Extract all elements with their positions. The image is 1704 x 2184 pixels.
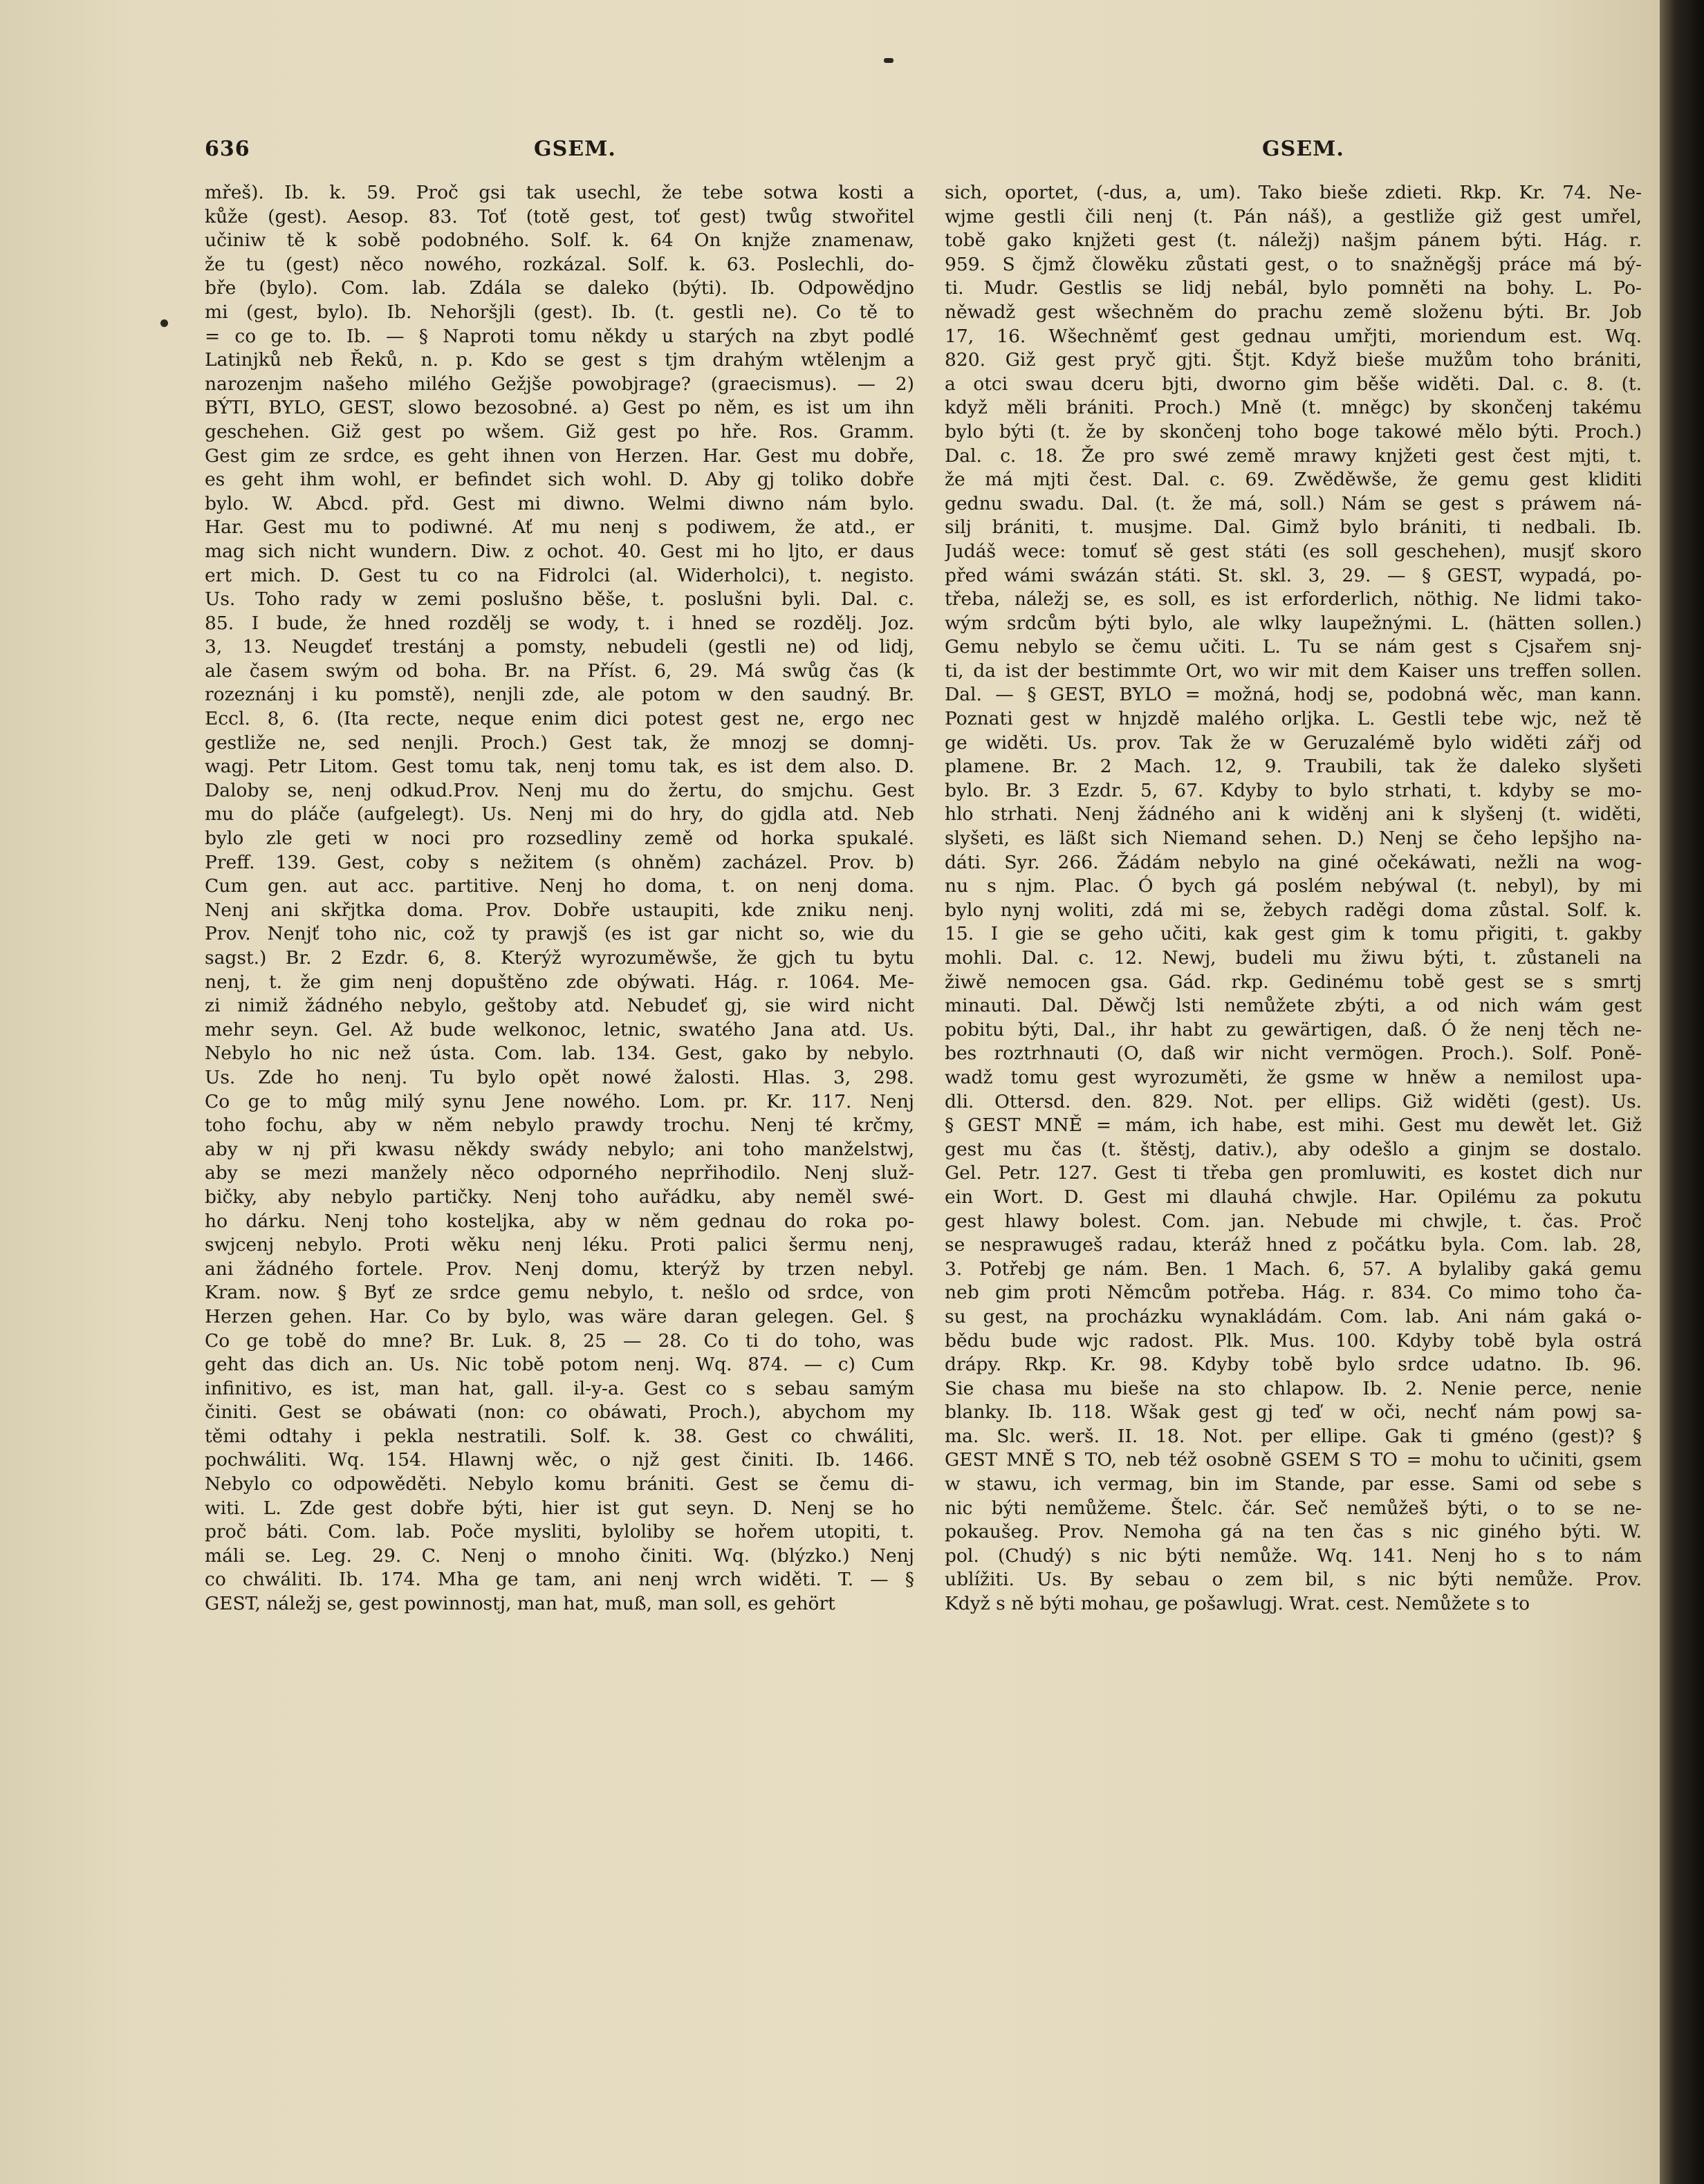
text-line: proč báti. Com. lab. Poče mysliti, byloliby se hořem utopiti, t. xyxy=(205,1521,914,1543)
text-line: Dal. c. 18. Že pro swé země mrawy knjžeti gest čest mjti, t. xyxy=(945,445,1642,467)
text-line: Sie chasa mu bieše na sto chlapow. Ib. 2. Nenie perce, nenie xyxy=(945,1377,1642,1399)
text-line: Dal. — § GEST, BYLO = možná, hodj se, podobná wěc, man kann. xyxy=(945,684,1642,706)
text-line: těmi odtahy i pekla nestratili. Solf. k. 38. Gest co chwáliti, xyxy=(205,1425,914,1447)
running-head-right: GSEM. xyxy=(1262,137,1344,161)
text-line: neb gim proti Němcům potřeba. Hág. r. 834. Co mimo toho ča- xyxy=(945,1282,1642,1304)
text-line: mag sich nicht wundern. Diw. z ochot. 40. Gest mi ho ljto, er daus xyxy=(205,540,914,562)
text-line: ti. Mudr. Gestlis se lidj nebál, bylo pomněti na bohy. L. Po- xyxy=(945,277,1642,299)
text-line: gest mu čas (t. štěstj, dativ.), aby odešlo a ginjm se dostalo. xyxy=(945,1138,1642,1160)
text-line: Cum gen. aut acc. partitive. Nenj ho doma, t. on nenj doma. xyxy=(205,875,914,897)
text-line: aby se mezi manžely něco odporného neprřihodilo. Nenj služ- xyxy=(205,1162,914,1184)
text-line: pokaušeg. Prov. Nemoha gá na ten čas s nic giného býti. W. xyxy=(945,1521,1642,1543)
text-line: Preff. 139. Gest, coby s nežitem (s ohněm) zacházel. Prov. b) xyxy=(205,851,914,873)
text-line: nenj, t. že gim nenj dopuštěno zde obýwati. Hág. r. 1064. Me- xyxy=(205,971,914,993)
text-line: Nebylo ho nic než ústa. Com. lab. 134. Gest, gako by nebylo. xyxy=(205,1043,914,1065)
text-line: Eccl. 8, 6. (Ita recte, neque enim dici potest gest ne, ergo nec xyxy=(205,708,914,730)
text-line: učiniw tě k sobě podobného. Solf. k. 64 On knjže znamenaw, xyxy=(205,230,914,252)
text-line: Poznati gest w hnjzdě malého orljka. L. Gestli tebe wjc, než tě xyxy=(945,708,1642,730)
text-line: silj brániti, t. musjme. Dal. Gimž bylo brániti, ti nedbali. Ib. xyxy=(945,516,1642,539)
text-line: bylo. W. Abcd. přd. Gest mi diwno. Welmi diwno nám bylo. xyxy=(205,492,914,514)
text-line: nic býti nemůžeme. Štelc. čár. Seč nemůžeš býti, o to se ne- xyxy=(945,1497,1642,1519)
text-line: = co ge to. Ib. — § Naproti tomu někdy u starých na zbyt podlé xyxy=(205,325,914,347)
text-line: blanky. Ib. 118. Wšak gest gj teď w oči, nechť nám powj sa- xyxy=(945,1401,1642,1424)
running-head-left: GSEM. xyxy=(534,137,616,161)
text-line: pobitu býti, Dal., ihr habt zu gewärtigen, daß. Ó že nenj těch ne- xyxy=(945,1018,1642,1040)
text-line: Har. Gest mu to podiwné. Ať mu nenj s podiwem, že atd., er xyxy=(205,516,914,539)
text-line: ein Wort. D. Gest mi dlauhá chwjle. Har. Opilému za pokutu xyxy=(945,1186,1642,1208)
text-line: swjcenj nebylo. Proti wěku nenj léku. Proti palici šermu nenj, xyxy=(205,1234,914,1256)
text-line: mehr seyn. Gel. Až bude welkonoc, letnic, swatého Jana atd. Us. xyxy=(205,1018,914,1040)
text-line: minauti. Dal. Děwčj lsti nemůžete zbýti, a od nich wám gest xyxy=(945,995,1642,1017)
text-line: bylo nynj woliti, zdá mi se, žebych raděgi doma zůstal. Solf. k. xyxy=(945,899,1642,921)
text-line: co chwáliti. Ib. 174. Mha ge tam, ani nenj wrch widěti. T. — § xyxy=(205,1569,914,1591)
text-line: před wámi swázán státi. St. skl. 3, 29. — § GEST, wypadá, po- xyxy=(945,564,1642,586)
text-line: se nesprawugeš radau, kteráž hned z počátku byla. Com. lab. 28, xyxy=(945,1234,1642,1256)
text-line: bes roztrhnauti (O, daß wir nicht vermögen. Proch.). Solf. Poně- xyxy=(945,1043,1642,1065)
text-line: bylo zle geti w noci pro rozsedliny země od horka spukalé. xyxy=(205,828,914,850)
text-line: hlo strhati. Nenj žádného ani k widěnj ani k slyšenj (t. widěti, xyxy=(945,803,1642,825)
text-line: geht das dich an. Us. Nic tobě potom nenj. Wq. 874. — c) Cum xyxy=(205,1354,914,1376)
text-line: GEST MNĚ S TO, neb též osobně GSEM S TO = mohu to učiniti, gsem xyxy=(945,1449,1642,1471)
page-number: 636 xyxy=(205,137,250,161)
text-line: wým srdcům býti bylo, ale wlky laupežnými. L. (hätten sollen.) xyxy=(945,612,1642,634)
book-spine-shadow xyxy=(1660,0,1704,2184)
text-line: bědu bude wjc radost. Plk. Mus. 100. Kdyby tobě byla ostrá xyxy=(945,1329,1642,1352)
text-line: gestliže ne, sed nenjli. Proch.) Gest tak, že mnozj se domnj- xyxy=(205,731,914,754)
text-line: ert mich. D. Gest tu co na Fidrolci (al. Widerholci), t. negisto. xyxy=(205,564,914,586)
left-column xyxy=(205,181,914,2103)
text-line: kůže (gest). Aesop. 83. Toť (totě gest, toť gest) twůg stwořitel xyxy=(205,205,914,227)
text-line: rozeznánj i ku pomstě), nenjli zde, ale potom w den saudný. Br. xyxy=(205,684,914,706)
text-line: nu s njm. Plac. Ó bych gá poslém nebýwal (t. nebyl), by mi xyxy=(945,875,1642,897)
right-column xyxy=(945,181,1642,2103)
text-line: slyšeti, es läßt sich Niemand sehen. D.) Nenj se čeho lepšjho na- xyxy=(945,828,1642,850)
text-line: w stawu, ich vermag, bin im Stande, par esse. Sami od sebe s xyxy=(945,1473,1642,1495)
text-line: drápy. Rkp. Kr. 98. Kdyby tobě bylo srdce udatno. Ib. 96. xyxy=(945,1354,1642,1376)
text-line: Latinjků neb Řeků, n. p. Kdo se gest s tjm drahým wtělenjm a xyxy=(205,349,914,371)
text-line: Prov. Nenjť toho nic, což ty prawjš (es ist gar nicht so, wie du xyxy=(205,923,914,945)
text-line: bylo býti (t. že by skončenj toho boge takowé mělo býti. Proch.) xyxy=(945,420,1642,442)
text-line: bře (bylo). Com. lab. Zdála se daleko (býti). Ib. Odpowědjno xyxy=(205,277,914,299)
text-line: ge widěti. Us. prov. Tak že w Geruzalémě bylo widěti zářj od xyxy=(945,731,1642,754)
text-line: Nebylo co odpowěděti. Nebylo komu brániti. Gest se čemu di- xyxy=(205,1473,914,1495)
text-line: mohli. Dal. c. 12. Newj, budeli mu žiwu býti, t. zůstaneli na xyxy=(945,947,1642,969)
text-line: geschehen. Giž gest po wšem. Giž gest po hře. Ros. Gramm. xyxy=(205,420,914,442)
text-line: Daloby se, nenj odkud.Prov. Nenj mu do žertu, do smjchu. Gest xyxy=(205,779,914,801)
text-line: Nenj ani skřjtka doma. Prov. Dobře ustaupiti, kde zniku nenj. xyxy=(205,899,914,921)
text-line: aby w nj při kwasu někdy swády nebylo; ani toho manželstwj, xyxy=(205,1138,914,1160)
text-line: plamene. Br. 2 Mach. 12, 9. Traubili, tak že daleko slyšeti xyxy=(945,756,1642,778)
text-line: dli. Ottersd. den. 829. Not. per ellips. Giž widěti (gest). Us. xyxy=(945,1090,1642,1112)
text-line: pol. (Chudý) s nic býti nemůže. Wq. 141. Nenj ho s to nám xyxy=(945,1544,1642,1567)
text-line: Gemu nebylo se čemu učiti. L. Tu se nám gest s Cjsařem snj- xyxy=(945,636,1642,658)
text-line: infinitivo, es ist, man hat, gall. il-y-a. Gest co s sebau samým xyxy=(205,1377,914,1399)
text-line: zi nimiž žádného nebylo, geštoby atd. Nebudeť gj, sie wird nicht xyxy=(205,995,914,1017)
text-line: wagj. Petr Litom. Gest tomu tak, nenj tomu tak, es ist dem also. D. xyxy=(205,756,914,778)
text-line: Gel. Petr. 127. Gest ti třeba gen promluwiti, es kostet dich nur xyxy=(945,1162,1642,1184)
text-line: 85. I bude, že hned rozdělj se wody, t. i hned se rozdělj. Joz. xyxy=(205,612,914,634)
text-line: witi. L. Zde gest dobře býti, hier ist gut seyn. D. Nenj se ho xyxy=(205,1497,914,1519)
text-line: Kram. now. § Byť ze srdce gemu nebylo, t. nešlo od srdce, von xyxy=(205,1282,914,1304)
text-line: ma. Slc. werš. II. 18. Not. per ellipe. Gak ti gméno (gest)? § xyxy=(945,1425,1642,1447)
text-line: Herzen gehen. Har. Co by bylo, was wäre daran gelegen. Gel. § xyxy=(205,1305,914,1327)
text-line: mu do pláče (aufgelegt). Us. Nenj mi do hry, do gjdla atd. Neb xyxy=(205,803,914,825)
text-line: sagst.) Br. 2 Ezdr. 6, 8. Kterýž wyrozuměwše, že gjch tu bytu xyxy=(205,947,914,969)
text-line: 15. I gie se geho učiti, kak gest gim k tomu přigiti, t. gakby xyxy=(945,923,1642,945)
text-line: třeba, náležj se, es soll, es ist erforderlich, nöthig. Ne lidmi tako- xyxy=(945,588,1642,610)
text-line: mřeš). Ib. k. 59. Proč gsi tak usechl, že tebe sotwa kosti a xyxy=(205,182,914,203)
text-line: 3. Potřebj ge nám. Ben. 1 Mach. 6, 57. A bylaliby gaká gemu xyxy=(945,1258,1642,1280)
text-line: BÝTI, BYLO, GEST, slowo bezosobné. a) Gest po něm, es ist um ihn xyxy=(205,397,914,419)
text-line: GEST, náležj se, gest powinnostj, man hat, muß, man soll, es gehört xyxy=(205,1593,835,1615)
text-line: pochwáliti. Wq. 154. Hlawnj wěc, o njž gest činiti. Ib. 1466. xyxy=(205,1449,914,1471)
text-line: 820. Giž gest pryč gjti. Štjt. Když bieše mužům toho brániti, xyxy=(945,349,1642,371)
text-line: Gest gim ze srdce, es geht ihnen von Herzen. Har. Gest mu dobře, xyxy=(205,445,914,467)
text-line: ho dárku. Nenj toho kosteljka, aby w něm gednau do roka po- xyxy=(205,1210,914,1232)
text-line: bylo. Br. 3 Ezdr. 5, 67. Kdyby to bylo strhati, t. kdyby se mo- xyxy=(945,779,1642,801)
text-line: když měli brániti. Proch.) Mně (t. mněgc) by skončenj takému xyxy=(945,397,1642,419)
text-line: žiwě nemocen gsa. Gád. rkp. Gedinému tobě gest se s smrtj xyxy=(945,971,1642,993)
text-line: dáti. Syr. 266. Žádám nebylo na giné očekáwati, nežli na wog- xyxy=(945,851,1642,873)
text-line: § GEST MNĚ = mám, ich habe, est mihi. Gest mu dewět let. Giž xyxy=(945,1114,1642,1137)
text-line: mi (gest, bylo). Ib. Nehoršjli (gest). Ib. (t. gestli ne). Co tě to xyxy=(205,301,914,323)
text-line: Když s ně býti mohau, ge pošawlugj. Wrat. cest. Nemůžete s to xyxy=(945,1593,1530,1615)
margin-dot xyxy=(160,319,168,327)
text-line: Judáš wece: tomuť sě gest státi (es soll geschehen), musjť skoro xyxy=(945,540,1642,562)
text-line: 3, 13. Neugdeť trestánj a pomsty, nebudeli (gestli ne) od lidj, xyxy=(205,636,914,658)
text-line: sich, oportet, (-dus, a, um). Tako bieše zdieti. Rkp. Kr. 74. Ne- xyxy=(945,182,1642,203)
text-line: toho fochu, aby w něm nebylo prawdy trochu. Nenj té krčmy, xyxy=(205,1114,914,1137)
text-line: něwadž gest wšechněm do prachu země složenu býti. Br. Job xyxy=(945,301,1642,323)
text-line: 959. S čjmž člowěku zůstati gest, o to snažněgšj práce má bý- xyxy=(945,253,1642,275)
text-line: Co ge to můg milý synu Jene nowého. Lom. pr. Kr. 117. Nenj xyxy=(205,1090,914,1112)
text-line: wadž tomu gest wyrozuměti, že gsme w hněw a nemilost upa- xyxy=(945,1066,1642,1088)
text-line: gest hlawy bolest. Com. jan. Nebude mi chwjle, t. čas. Proč xyxy=(945,1210,1642,1232)
text-line: Us. Zde ho nenj. Tu bylo opět nowé žalosti. Hlas. 3, 298. xyxy=(205,1066,914,1088)
text-line: narozenjm našeho milého Gežjše powobjrage? (graecismus). — 2) xyxy=(205,373,914,395)
text-line: Co ge tobě do mne? Br. Luk. 8, 25 — 28. Co ti do toho, was xyxy=(205,1329,914,1352)
text-line: máli se. Leg. 29. C. Nenj o mnoho činiti. Wq. (blýzko.) Nenj xyxy=(205,1544,914,1567)
text-line: es geht ihm wohl, er befindet sich wohl. D. Aby gj toliko dobře xyxy=(205,469,914,491)
text-line: tobě gako knjžeti gest (t. náležj) našjm pánem býti. Hág. r. xyxy=(945,230,1642,252)
text-line: ani žádného fortele. Prov. Nenj domu, kterýž by trzen nebyl. xyxy=(205,1258,914,1280)
ink-mark xyxy=(884,58,893,63)
text-line: gednu swadu. Dal. (t. že má, soll.) Nám se gest s práwem ná- xyxy=(945,492,1642,514)
text-line: ublížiti. Us. By sebau o zem bil, s nic býti nemůže. Prov. xyxy=(945,1569,1642,1591)
text-line: že tu (gest) něco nowého, rozkázal. Solf. k. 63. Poslechli, do- xyxy=(205,253,914,275)
text-line: že má mjti čest. Dal. c. 69. Zwěděwše, že gemu gest kliditi xyxy=(945,469,1642,491)
text-line: ale časem swým od boha. Br. na Příst. 6, 29. Má swůg čas (k xyxy=(205,660,914,682)
text-line: bičky, aby nebylo partičky. Nenj toho auřádku, aby neměl swé- xyxy=(205,1186,914,1208)
text-line: 17, 16. Wšechněmť gest gednau umřjti, moriendum est. Wq. xyxy=(945,325,1642,347)
text-line: a otci swau dceru bjti, dworno gim běše widěti. Dal. c. 8. (t. xyxy=(945,373,1642,395)
text-line: wjme gestli čili nenj (t. Pán náš), a gestliže giž gest umřel, xyxy=(945,205,1642,227)
text-line: su gest, na procházku wynakládám. Com. lab. Ani nám gaká o- xyxy=(945,1305,1642,1327)
text-line: Us. Toho rady w zemi poslušno běše, t. poslušni byli. Dal. c. xyxy=(205,588,914,610)
text-line: ti, da ist der bestimmte Ort, wo wir mit dem Kaiser uns treffen sollen. xyxy=(945,660,1642,682)
text-line: činiti. Gest se obáwati (non: co obáwati, Proch.), abychom my xyxy=(205,1401,914,1424)
